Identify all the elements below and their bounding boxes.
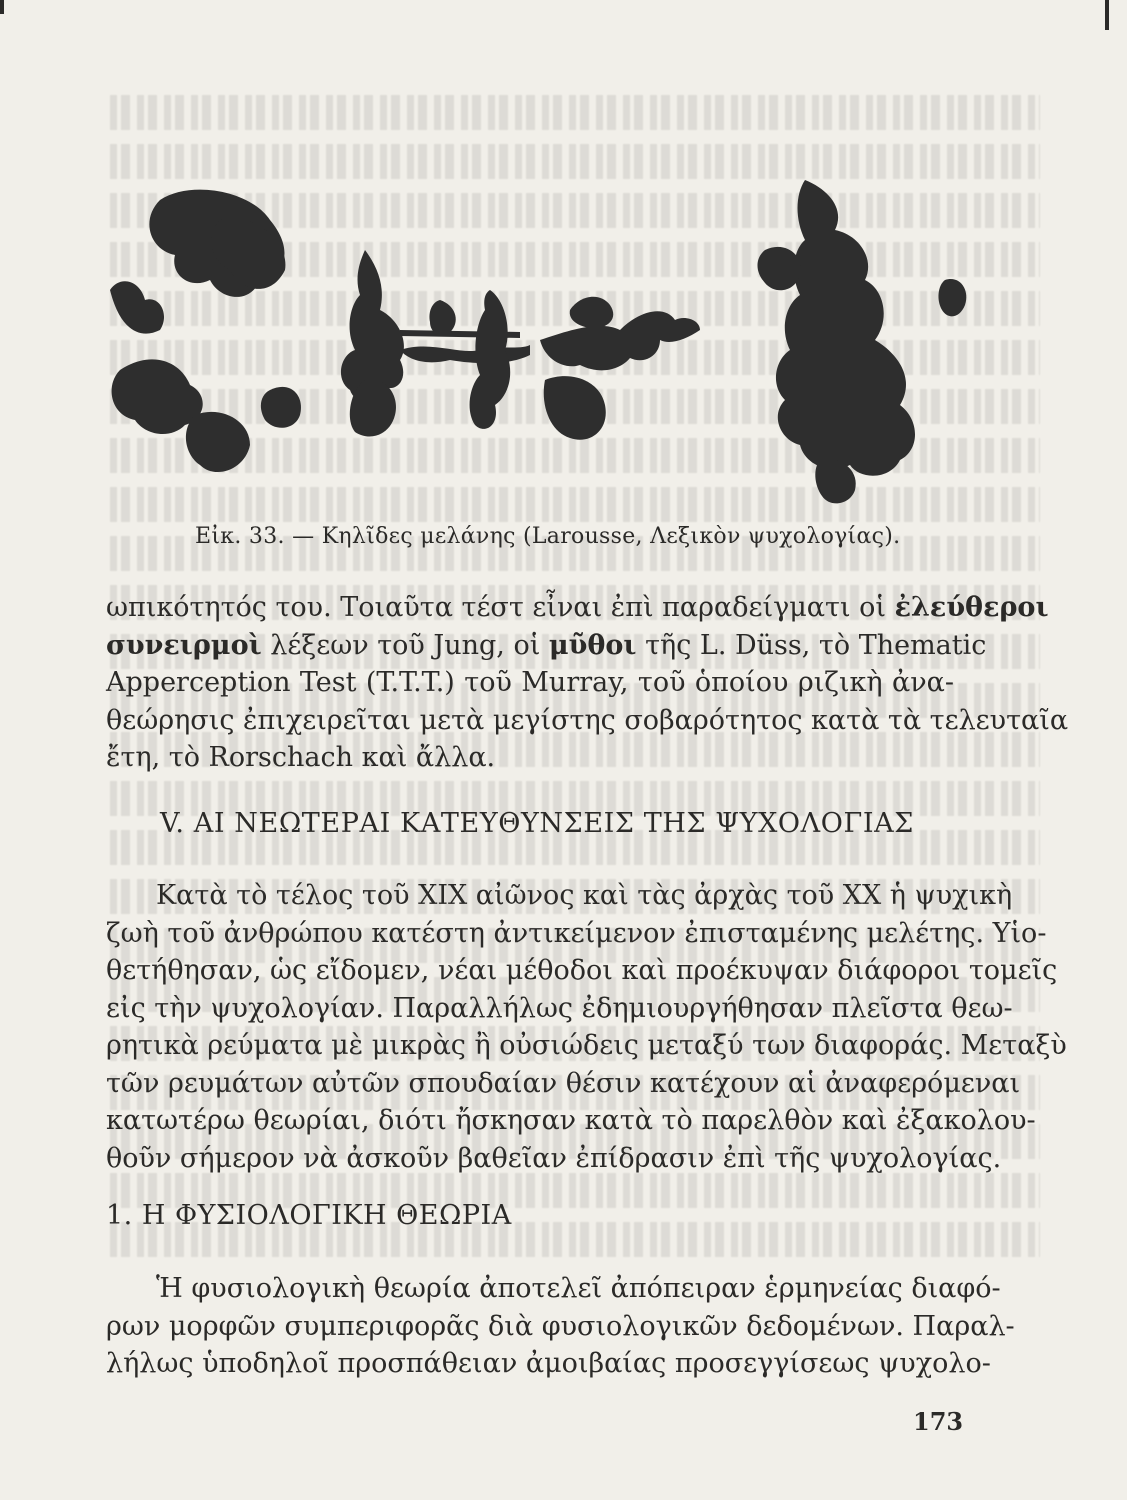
paragraph-directions (106, 877, 1067, 1177)
inkblot-left-lower (112, 359, 203, 434)
text-line: θοῦν σήμερον νὰ ἀσκοῦν βαθεῖαν ἐπίδρασιν ἐπὶ τῆς ψυχολογίας. (106, 1142, 1002, 1174)
page-number: 173 (913, 1407, 964, 1436)
inkblot-left-right-lobe (261, 387, 301, 428)
subsection-heading: 1. Η ΦΥΣΙΟΛΟΓΙΚΗ ΘΕΩΡΙΑ (106, 1200, 512, 1231)
bold-term: ἐλεύθεροι (894, 592, 1049, 623)
text-span: λέξεων τοῦ Jung, οἱ (270, 629, 541, 661)
bold-term: συνειρμοὶ (106, 629, 262, 661)
bold-term: μῦθοι (548, 629, 637, 661)
text-span: τῆς L. Düss, τὸ Thematic (645, 629, 987, 661)
paragraph-physiological (106, 1270, 1015, 1383)
text-line: τῶν ρευμάτων αὐτῶν σπουδαίαν θέσιν κατέχουν αἱ ἀναφερόμεναι (106, 1067, 1021, 1099)
inkblot-far-right-edge (938, 279, 966, 316)
inkblot-far-right (776, 180, 915, 476)
text-line: θετήθησαν, ὡς εἴδομεν, νέαι μέθοδοι καὶ προέκυψαν διάφοροι τομεῖς (106, 955, 1058, 986)
inkblot-right-spray (540, 311, 700, 370)
text-line: Apperception Test (T.T.T.) τοῦ Murray, τοῦ ὁποίου ριζικὴ ἀνα- (106, 667, 954, 698)
text-line: Ἡ φυσιολογικὴ θεωρία ἀποτελεῖ ἀπόπειραν ἑρμηνείας διαφό- (156, 1273, 1001, 1304)
inkblot-far-right-lobe (758, 247, 801, 290)
edge-mark (0, 0, 4, 14)
text-line: λήλως ὑποδηλοῖ προσπάθειαν ἀμοιβαίας προσεγγίσεως ψυχολο- (106, 1348, 991, 1379)
paragraph-intro (106, 589, 1069, 777)
text-line: ρων μορφῶν συμπεριφορᾶς διὰ φυσιολογικῶν δεδομένων. Παραλ- (106, 1310, 1015, 1342)
text-line: ρητικὰ ρεύματα μὲ μικρὰς ἢ οὐσιώδεις μεταξύ των διαφοράς. Μεταξὺ (106, 1030, 1067, 1061)
edge-mark (1105, 0, 1109, 30)
inkblot-right-mid (570, 297, 613, 328)
inkblot-center-mirror (400, 345, 530, 363)
text-line: κατωτέρω θεωρίαι, διότι ἤσκησαν κατὰ τὸ παρελθὸν καὶ ἐξακολου- (106, 1105, 1036, 1136)
figure-caption: Εἰκ. 33. — Κηλῖδες μελάνης (Larousse, Λεξικὸν ψυχολογίας). (195, 524, 901, 549)
text-line: ἔτη, τὸ Rorschach καὶ ἄλλα. (106, 742, 496, 773)
text-line (106, 589, 1049, 627)
inkblot-right-lower (544, 376, 606, 440)
text-line: εἰς τὴν ψυχολογίαν. Παραλλήλως ἐδημιουργήθησαν πλεῖστα θεω- (106, 992, 1013, 1024)
text-line (106, 627, 987, 665)
inkblot-far-right-bottom (815, 459, 855, 503)
section-heading: V. ΑΙ ΝΕΩΤΕΡΑΙ ΚΑΤΕΥΘΥΝΣΕΙΣ ΤΗΣ ΨΥΧΟΛΟΓΙΑΣ (160, 808, 914, 839)
text-line: ζωὴ τοῦ ἀνθρώπου κατέστη ἀντικείμενον ἐπισταμένης μελέτης. Υἱο- (106, 917, 1047, 949)
inkblot-left-middle (110, 281, 164, 333)
inkblot-center-small (429, 300, 455, 335)
text-line: Κατὰ τὸ τέλος τοῦ XIX αἰῶνος καὶ τὰς ἀρχὰς τοῦ XX ἡ ψυχικὴ (156, 880, 1013, 911)
text-line: θεώρησις ἐπιχειρεῖται μετὰ μεγίστης σοβαρότητος κατὰ τὰ τελευταῖα (106, 704, 1069, 736)
inkblot-figure (100, 180, 980, 510)
inkblot-center-left (341, 250, 404, 401)
text-span: ωπικότητός του. Τοιαῦτα τέστ εἶναι ἐπὶ παραδείγματι οἱ (106, 592, 886, 623)
inkblot-left-bottom (186, 412, 250, 472)
